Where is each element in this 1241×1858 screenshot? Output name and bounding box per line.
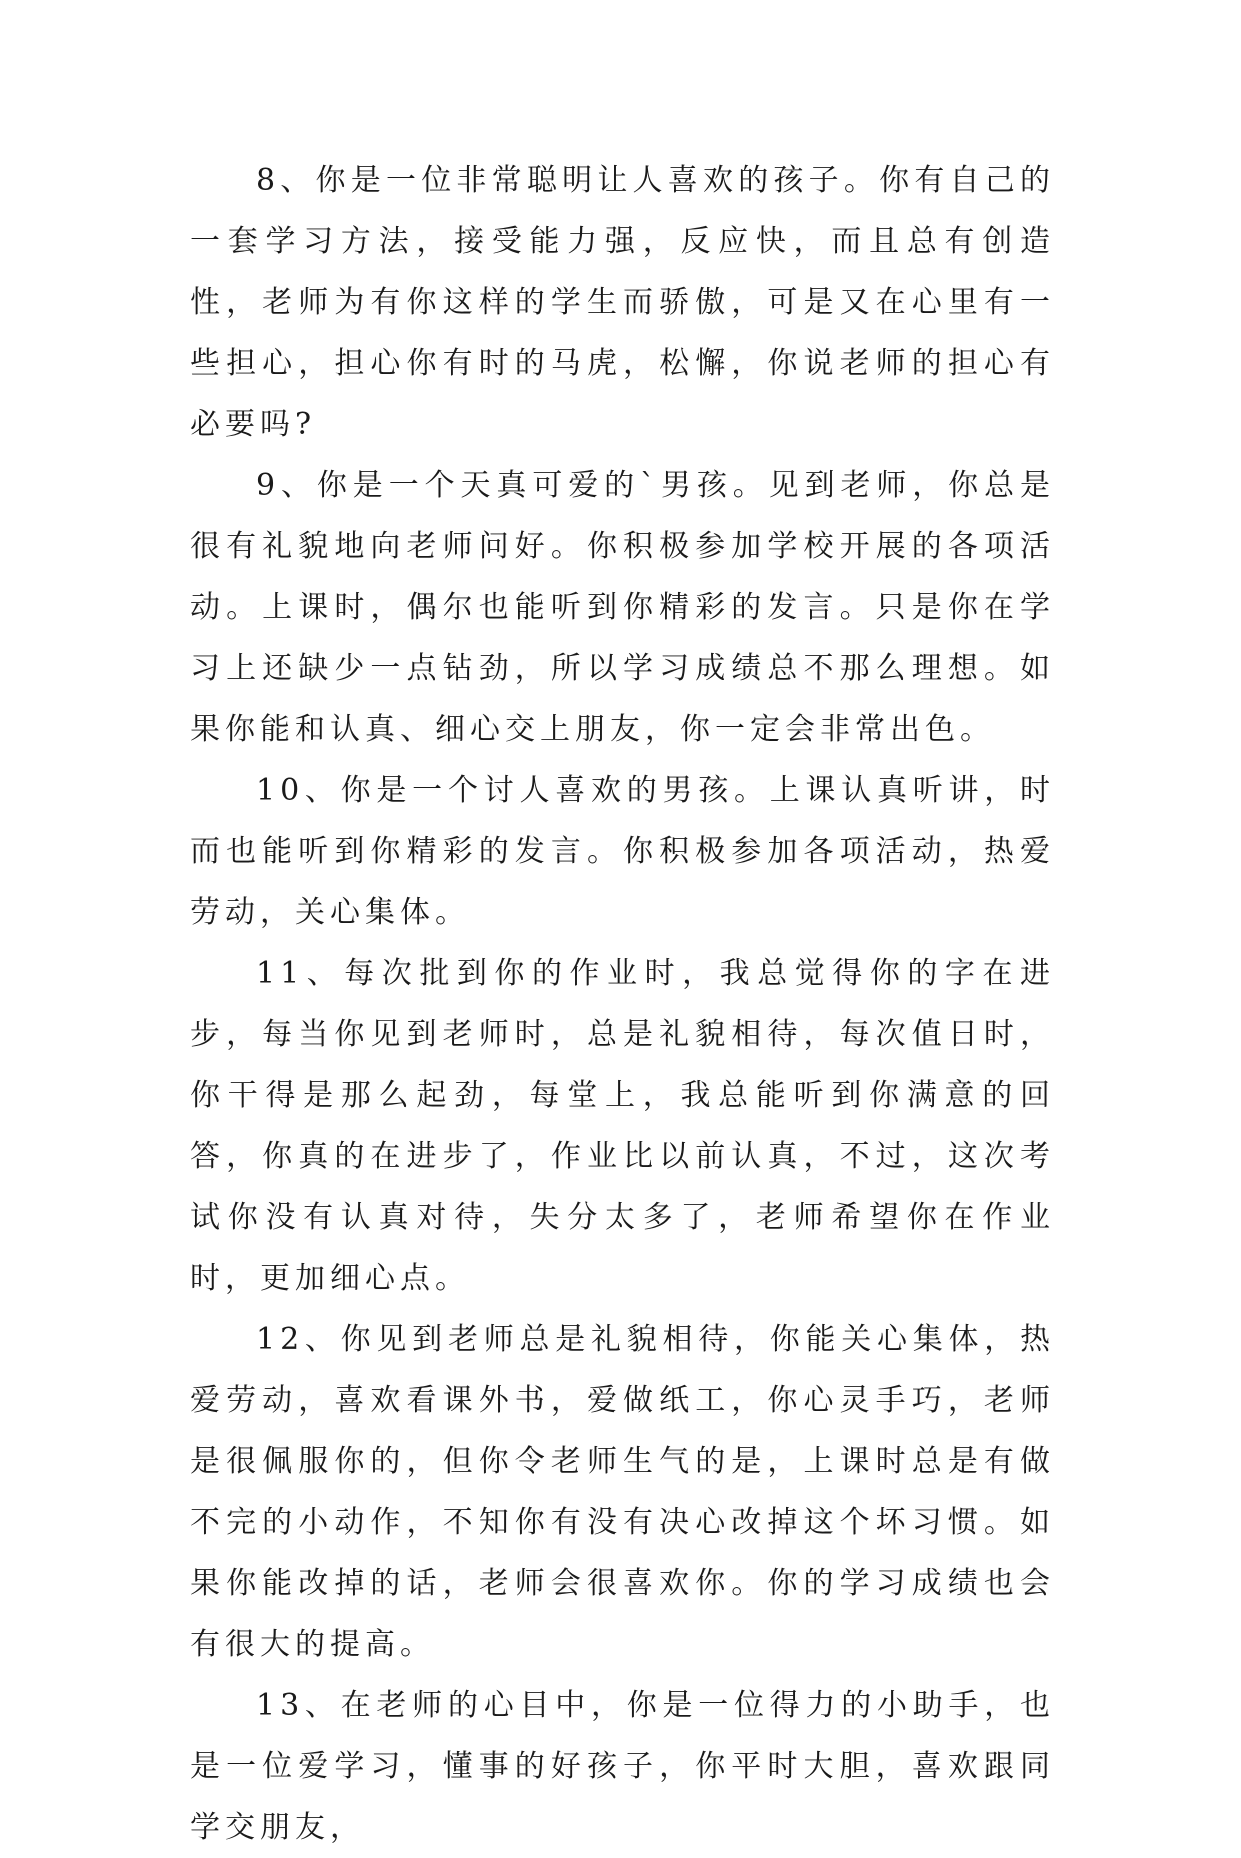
paragraph-11: 11、每次批到你的作业时，我总觉得你的字在进步，每当你见到老师时，总是礼貌相待，每次值日时，你干得是那么起劲，每堂上，我总能听到你满意的回答，你真的在进步了，作业比以前认真，不过，这次考试你没有认真对待，失分太多了，老师希望你在作业时，更加细心点。 xyxy=(190,956,1055,1296)
paragraph-10: 10、你是一个讨人喜欢的男孩。上课认真听讲，时而也能听到你精彩的发言。你积极参加各项活动，热爱劳动，关心集体。 xyxy=(190,773,1055,930)
paragraph-9: 9、你是一个天真可爱的`男孩。见到老师，你总是很有礼貌地向老师问好。你积极参加学校开展的各项活动。上课时，偶尔也能听到你精彩的发言。只是你在学习上还缺少一点钻劲，所以学习成绩总不那么理想。如果你能和认真、细心交上朋友，你一定会非常出色。 xyxy=(190,468,1055,747)
document-page xyxy=(190,150,1055,1845)
paragraph-13: 13、在老师的心目中，你是一位得力的小助手，也是一位爱学习，懂事的好孩子，你平时大胆，喜欢跟同学交朋友， xyxy=(190,1688,1055,1845)
paragraph-8: 8、你是一位非常聪明让人喜欢的孩子。你有自己的一套学习方法，接受能力强，反应快，而且总有创造性，老师为有你这样的学生而骄傲，可是又在心里有一些担心，担心你有时的马虎，松懈，你说老师的担心有必要吗? xyxy=(190,163,1055,442)
paragraph-12: 12、你见到老师总是礼貌相待，你能关心集体，热爱劳动，喜欢看课外书，爱做纸工，你心灵手巧，老师是很佩服你的，但你令老师生气的是，上课时总是有做不完的小动作，不知你有没有决心改掉这个坏习惯。如果你能改掉的话，老师会很喜欢你。你的学习成绩也会有很大的提高。 xyxy=(190,1322,1055,1662)
